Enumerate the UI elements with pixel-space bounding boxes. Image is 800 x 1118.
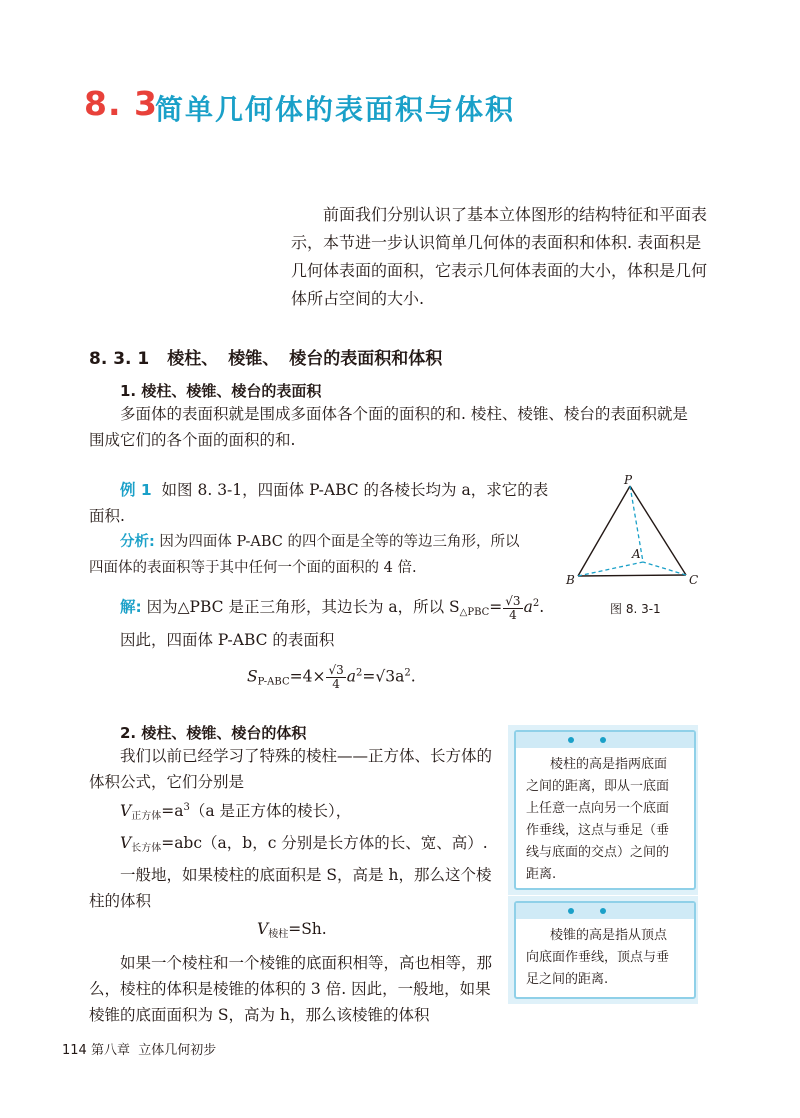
surface-area-line-1: 多面体的表面积就是围成多面体各个面的面积的和. 棱柱、棱锥、棱台的表面积就是: [120, 405, 688, 423]
formula-a: a: [346, 667, 356, 686]
edge-bc: [578, 575, 686, 576]
edge-pb: [578, 486, 630, 576]
conclusion-line: 因此，四面体 P-ABC 的表面积: [120, 631, 335, 649]
analysis-line-1: [120, 529, 520, 555]
example-label: 例 1: [120, 481, 152, 499]
note-1-line-3: 上任意一点向另一个底面: [526, 801, 670, 816]
prism-volume-formula: [89, 914, 492, 950]
vertex-label-a: A: [632, 547, 641, 561]
intro-line-2: 示，本节进一步认识简单几何体的表面积和体积. 表面积是: [291, 233, 702, 252]
solution-text: 因为△PBC 是正三角形，其边长为 a，所以 S: [146, 598, 460, 616]
analysis-line-2: 四面体的表面积等于其中任何一个面的面积的 4 倍.: [89, 560, 417, 576]
intro-paragraph: [291, 201, 711, 313]
intro-line-4: 体所占空间的大小.: [291, 289, 425, 308]
sqrt3-over-4-fraction: [503, 595, 522, 622]
solution-square: 2: [532, 598, 540, 609]
cube-eq: =a: [161, 802, 184, 820]
intro-line-3: 几何体表面的面积，它表示几何体表面的大小，体积是几何: [291, 261, 708, 280]
volume-line-1: 我们以前已经学习了特殊的棱柱——正方体、长方体的: [120, 747, 493, 765]
formula-mid: =4×: [289, 667, 326, 686]
section-heading-part-1: 棱柱、: [167, 349, 219, 369]
cube-volume-line: [89, 795, 492, 830]
note-1-line-2: 之间的距离，即从一底面: [526, 779, 670, 794]
vertex-label-c: C: [689, 573, 699, 587]
box-eq: =abc（a，b，c 分别是长方体的长、宽、高）.: [161, 834, 488, 852]
section-heading-number: 8. 3. 1: [89, 349, 150, 369]
formula-subscript: P-ABC: [257, 676, 290, 688]
subheading-surface-area: 1. 棱柱、棱锥、棱台的表面积: [120, 382, 322, 400]
example-question: 如图 8. 3-1，四面体 P-ABC 的各棱长均为 a，求它的表: [161, 481, 549, 499]
fraction-denominator: 4: [509, 607, 517, 622]
chapter-title: 立体几何初步: [138, 1043, 217, 1058]
note-2-dot-1: [568, 908, 574, 914]
note-1-header: [516, 732, 694, 748]
box-subscript: 长方体: [131, 843, 162, 854]
vertex-label-b: B: [566, 573, 575, 587]
volume-paragraph: [89, 743, 492, 1028]
solution-label: 解:: [120, 598, 142, 616]
vertex-label-p: P: [624, 473, 633, 487]
note-2-header: [516, 903, 694, 919]
formula-fraction-den: 4: [332, 677, 340, 691]
note-1-line-5: 线与底面的交点）之间的: [526, 845, 670, 860]
note-prism-height: [514, 730, 696, 890]
section-number-title: 8. 3: [84, 84, 158, 123]
volume-line-2: 体积公式，它们分别是: [89, 773, 245, 791]
cube-subscript: 正方体: [131, 811, 162, 822]
analysis-text-1: 因为四面体 P-ABC 的四个面是全等的等边三角形，所以: [159, 534, 520, 550]
volume-line-7: 棱锥的底面面积为 S，高为 h，那么该棱锥的体积: [89, 1006, 430, 1024]
note-2-line-1: 棱锥的高是指从顶点: [550, 928, 668, 943]
note-2-dot-2: [600, 908, 606, 914]
solution-a: a: [523, 598, 533, 616]
page-footer: [62, 1039, 216, 1058]
prism-eq: =Sh.: [288, 920, 327, 938]
tetrahedron-figure: [562, 472, 722, 597]
chapter-number: 第八章: [90, 1043, 130, 1058]
note-2-line-3: 足之间的距离.: [526, 972, 609, 987]
example-line-1: [120, 477, 548, 503]
note-pyramid-height: [514, 901, 696, 999]
figure-caption: 图 8. 3-1: [610, 602, 661, 616]
note-2-line-2: 向底面作垂线，顶点与垂: [526, 950, 670, 965]
formula-fraction: [326, 664, 345, 691]
formula-fraction-num: √3: [328, 663, 344, 677]
analysis-label: 分析:: [120, 534, 155, 550]
solution-period: .: [539, 598, 545, 616]
note-2-body: [526, 925, 686, 991]
edge-ba: [578, 562, 643, 576]
page-title: 简单几何体的表面积与体积: [155, 93, 516, 126]
prism-subscript: 棱柱: [268, 929, 289, 940]
volume-line-6: 么，棱柱的体积是棱锥的体积的 3 倍. 因此，一般地，如果: [89, 980, 491, 998]
section-heading: [89, 344, 442, 369]
box-v: V: [120, 834, 132, 852]
solution-eq: =: [489, 598, 503, 616]
note-1-line-6: 距离.: [526, 867, 557, 882]
note-1-line-1: 棱柱的高是指两底面: [550, 757, 668, 772]
box-volume-line: [89, 830, 492, 862]
surface-area-paragraph: [89, 401, 688, 453]
volume-line-5: 如果一个棱柱和一个棱锥的底面积相等，高也相等，那: [120, 954, 493, 972]
volume-line-3: 一般地，如果棱柱的底面积是 S，高是 h，那么这个棱: [120, 866, 492, 884]
note-1-dot-1: [568, 737, 574, 743]
formula-eq2: =√3a: [362, 667, 405, 686]
solution-subscript: △PBC: [459, 607, 490, 618]
fraction-numerator: √3: [505, 593, 521, 608]
page-number: 114: [62, 1043, 87, 1058]
note-1-line-4: 作垂线，这点与垂足（垂: [526, 823, 670, 838]
surface-area-line-2: 围成它们的各个面的面积的和.: [89, 431, 296, 449]
surface-area-formula: [247, 664, 416, 691]
formula-square: 2: [355, 667, 363, 679]
edge-pc: [630, 486, 686, 575]
volume-line-4: 柱的体积: [89, 892, 152, 910]
section-heading-part-3: 棱台的表面积和体积: [289, 349, 443, 369]
note-1-dot-2: [600, 737, 606, 743]
cube-cube: 3: [183, 802, 190, 813]
section-heading-part-2: 棱锥、: [228, 349, 280, 369]
example-line-2: 面积.: [89, 507, 125, 525]
formula-S: S: [247, 667, 258, 686]
note-1-body: [526, 754, 686, 886]
cube-v: V: [120, 802, 132, 820]
cube-note: （a 是正方体的棱长），: [189, 802, 352, 820]
solution-line: [120, 591, 544, 626]
prism-v: V: [257, 920, 269, 938]
formula-dot: .: [410, 667, 416, 686]
formula-square-2: 2: [404, 667, 411, 679]
intro-line-1: 前面我们分别认识了基本立体图形的结构特征和平面表: [323, 205, 708, 224]
subheading-volume: 2. 棱柱、棱锥、棱台的体积: [120, 724, 307, 742]
